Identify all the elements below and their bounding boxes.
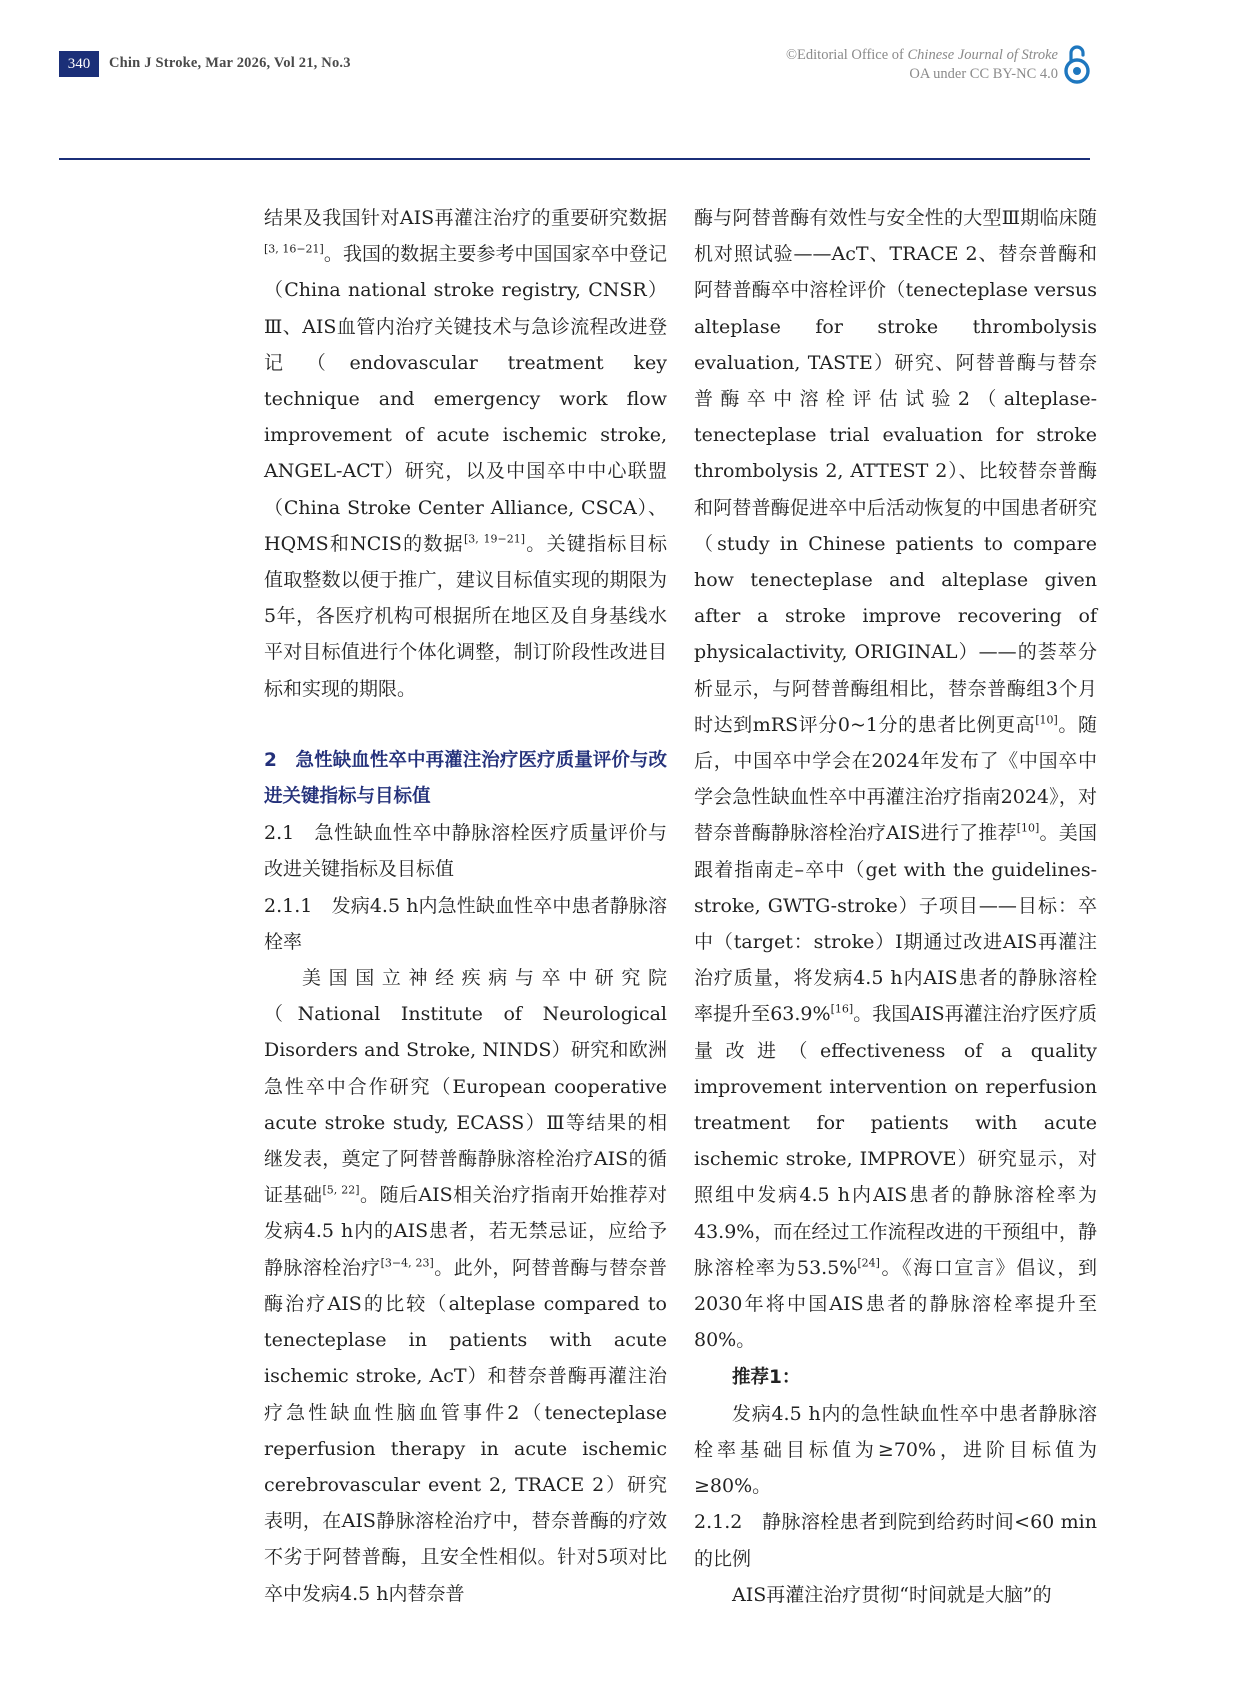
subsection-2-1-1-heading: 2.1.1 发病4.5 h内急性缺血性卒中患者静脉溶栓率 xyxy=(264,894,667,953)
copyright-prefix: ©Editorial Office of xyxy=(786,47,904,63)
open-access-lock-icon xyxy=(1064,44,1090,84)
license-line: OA under CC BY-NC 4.0 xyxy=(909,66,1058,82)
page-number-badge: 340 xyxy=(59,51,99,77)
citation: [3−4, 23] xyxy=(380,1256,434,1270)
copyright-line xyxy=(786,46,1058,65)
copyright-journal-name: Chinese Journal of Stroke xyxy=(907,47,1058,63)
right-paragraph-3: AIS再灌注治疗贯彻“时间就是大脑”的 xyxy=(732,1583,1052,1606)
header-rule xyxy=(59,158,1090,160)
right-paragraph-1: 酶与阿替普酶有效性与安全性的大型Ⅲ期临床随机对照试验——AcT、TRACE 2、替奈普酶和阿替普酶卒中溶栓评价（tenecteplase versus alteplase for stroke thrombolysis evaluation, TASTE）研究、阿替普酶与替奈普酶卒中溶栓评估试验2（alteplase-tenecteplase trial evaluation for stroke thrombolysis 2, ATTEST 2）、比较替奈普酶和阿替普酶促进卒中后活动恢复的中国患者研究（study in Chinese patients to compare how tenecteplase and alteplase given after a stroke improve recovering of physicalactivity, ORIGINAL）——的荟萃分析显示，与阿替普酶组相比，替奈普酶组3个月时达到mRS评分0~1分的患者比例更高[10]。随后，中国卒中学会在2024年发布了《中国卒中学会急性缺血性卒中再灌注治疗指南2024》，对替奈普酶静脉溶栓治疗AIS进行了推荐[10]。美国跟着指南走–卒中（get with the guidelines-stroke, GWTG-stroke）子项目——目标：卒中（target：stroke）Ⅰ期通过改进AIS再灌注治疗质量，将发病4.5 h内AIS患者的静脉溶栓率提升至63.9%[16]。我国AIS再灌注治疗医疗质量改进（effectiveness of a quality improvement intervention on reperfusion treatment for patients with acute ischemic stroke, IMPROVE）研究显示，对照组中发病4.5 h内AIS患者的静脉溶栓率为43.9%，而在经过工作流程改进的干预组中，静脉溶栓率为53.5%[24]。《海口宣言》倡议，到2030年将中国AIS患者的静脉溶栓率提升至80%。 xyxy=(694,207,1097,1352)
citation: [24] xyxy=(857,1256,880,1270)
citation: [5, 22] xyxy=(322,1183,360,1197)
citation: [10] xyxy=(1035,713,1058,727)
subsection-2-1-heading: 2.1 急性缺血性卒中静脉溶栓医疗质量评价与改进关键指标及目标值 xyxy=(264,822,667,881)
right-column xyxy=(694,200,1097,1613)
citation: [16] xyxy=(830,1003,854,1017)
left-paragraph-1: 结果及我国针对AIS再灌注治疗的重要研究数据[3, 16−21]。我国的数据主要参考中国国家卒中登记（China national stroke registry, CNSR）Ⅲ、AIS血管内治疗关键技术与急诊流程改进登记（endovascular treatment key technique and emergency work flow improvement of acute ischemic stroke, ANGEL-ACT）研究，以及中国卒中中心联盟（China Stroke Center Alliance, CSCA）、HQMS和NCIS的数据[3, 19−21]。关键指标目标值取整数以便于推广，建议目标值实现的期限为5年，各医疗机构可根据所在地区及自身基线水平对目标值进行个体化调整，制订阶段性改进目标和实现的期限。 xyxy=(264,207,667,700)
page-header xyxy=(0,0,1241,170)
citation: [10] xyxy=(1016,822,1040,836)
citation: [3, 19−21] xyxy=(463,532,526,546)
recommendation-1-text: 发病4.5 h内的急性缺血性卒中患者静脉溶栓率基础目标值为≥70%，进阶目标值为≥80%。 xyxy=(694,1402,1097,1498)
copyright-notice xyxy=(786,46,1058,84)
left-column xyxy=(264,200,667,1612)
journal-citation: Chin J Stroke, Mar 2026, Vol 21, No.3 xyxy=(109,55,351,71)
section-2-heading: 2 急性缺血性卒中再灌注治疗医疗质量评价与改进关键指标与目标值 xyxy=(264,749,667,808)
left-paragraph-2: 美国国立神经疾病与卒中研究院（National Institute of Neurological Disorders and Stroke, NINDS）研究和欧洲急性卒中合作研究（European cooperative acute stroke study, ECASS）Ⅲ等结果的相继发表，奠定了阿替普酶静脉溶栓治疗AIS的循证基础[5, 22]。随后AIS相关治疗指南开始推荐对发病4.5 h内的AIS患者，若无禁忌证，应给予静脉溶栓治疗[3−4, 23]。此外，阿替普酶与替奈普酶治疗AIS的比较（alteplase compared to tenecteplase in patients with acute ischemic stroke, AcT）和替奈普酶再灌注治疗急性缺血性脑血管事件2（tenecteplase reperfusion therapy in acute ischemic cerebrovascular event 2, TRACE 2）研究表明，在AIS静脉溶栓治疗中，替奈普酶的疗效不劣于阿替普酶，且安全性相似。针对5项对比卒中发病4.5 h内替奈普 xyxy=(264,967,667,1605)
citation: [3, 16−21] xyxy=(264,242,324,256)
subsection-2-1-2-heading: 2.1.2 静脉溶栓患者到院到给药时间<60 min的比例 xyxy=(694,1511,1097,1570)
recommendation-1-label: 推荐1： xyxy=(732,1366,801,1388)
